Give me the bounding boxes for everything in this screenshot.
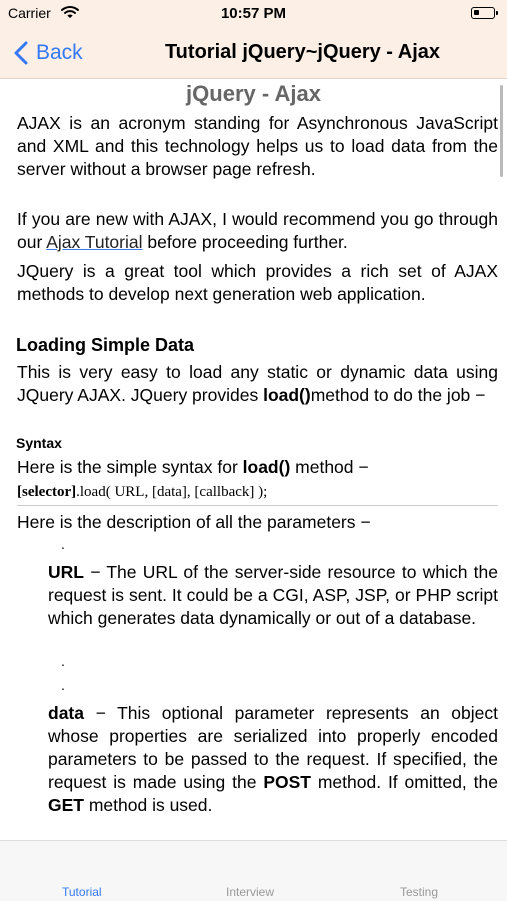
syntax-title: Syntax [16, 435, 62, 451]
battery-icon [471, 7, 495, 19]
tab-bar [0, 840, 507, 901]
tab-testing[interactable]: Testing [400, 885, 439, 899]
chevron-left-icon [14, 41, 28, 65]
list-bullet: . [61, 536, 65, 552]
tab-interview[interactable]: Interview [226, 885, 275, 899]
page-title: Tutorial jQuery~jQuery - Ajax [164, 41, 441, 63]
list-item-data: data − This optional parameter represents an object whose properties are serialized into properly encoded parameters to be passed to the request. If specified, the request is made using the POST method. If omitted, the GET method is used. [48, 703, 498, 815]
list-bullet: . [61, 653, 65, 669]
back-label: Back [36, 41, 83, 64]
prerequisite-paragraph: If you are new with AJAX, I would recommend you go through our Ajax Tutorial before proceeding further. [17, 209, 498, 252]
carrier-label: Carrier [8, 5, 51, 21]
status-bar [0, 0, 507, 30]
tab-tutorial[interactable]: Tutorial [62, 885, 102, 899]
ajax-tutorial-link[interactable]: Ajax Tutorial [46, 232, 143, 252]
back-button[interactable] [14, 39, 83, 67]
list-item-url: URL − The URL of the server-side resource to which the request is sent. It could be a CGI, ASP, JSP, or PHP script which generates data dynamically or out of a database. [48, 562, 498, 628]
section-title: Loading Simple Data [16, 335, 195, 355]
code-snippet: [selector].load( URL, [data], [callback] ); [17, 484, 498, 506]
intro-paragraph: AJAX is an acronym standing for Asynchronous JavaScript and XML and this technology helps us to load data from the server without a browser page refresh. [17, 113, 498, 179]
list-bullet: . [61, 677, 65, 693]
article-heading: jQuery - Ajax [186, 81, 321, 106]
syntax-paragraph: Here is the simple syntax for load() method − [17, 457, 369, 477]
navigation-bar [0, 30, 507, 79]
load-paragraph: This is very easy to load any static or dynamic data using JQuery AJAX. JQuery provides load()method to do the job − [17, 362, 498, 405]
parameters-intro: Here is the description of all the parameters − [17, 512, 371, 532]
jquery-paragraph: JQuery is a great tool which provides a rich set of AJAX methods to develop next generation web application. [17, 261, 498, 304]
article-content[interactable] [0, 80, 507, 840]
scrollbar[interactable] [500, 85, 503, 177]
status-time: 10:57 PM [220, 5, 287, 22]
